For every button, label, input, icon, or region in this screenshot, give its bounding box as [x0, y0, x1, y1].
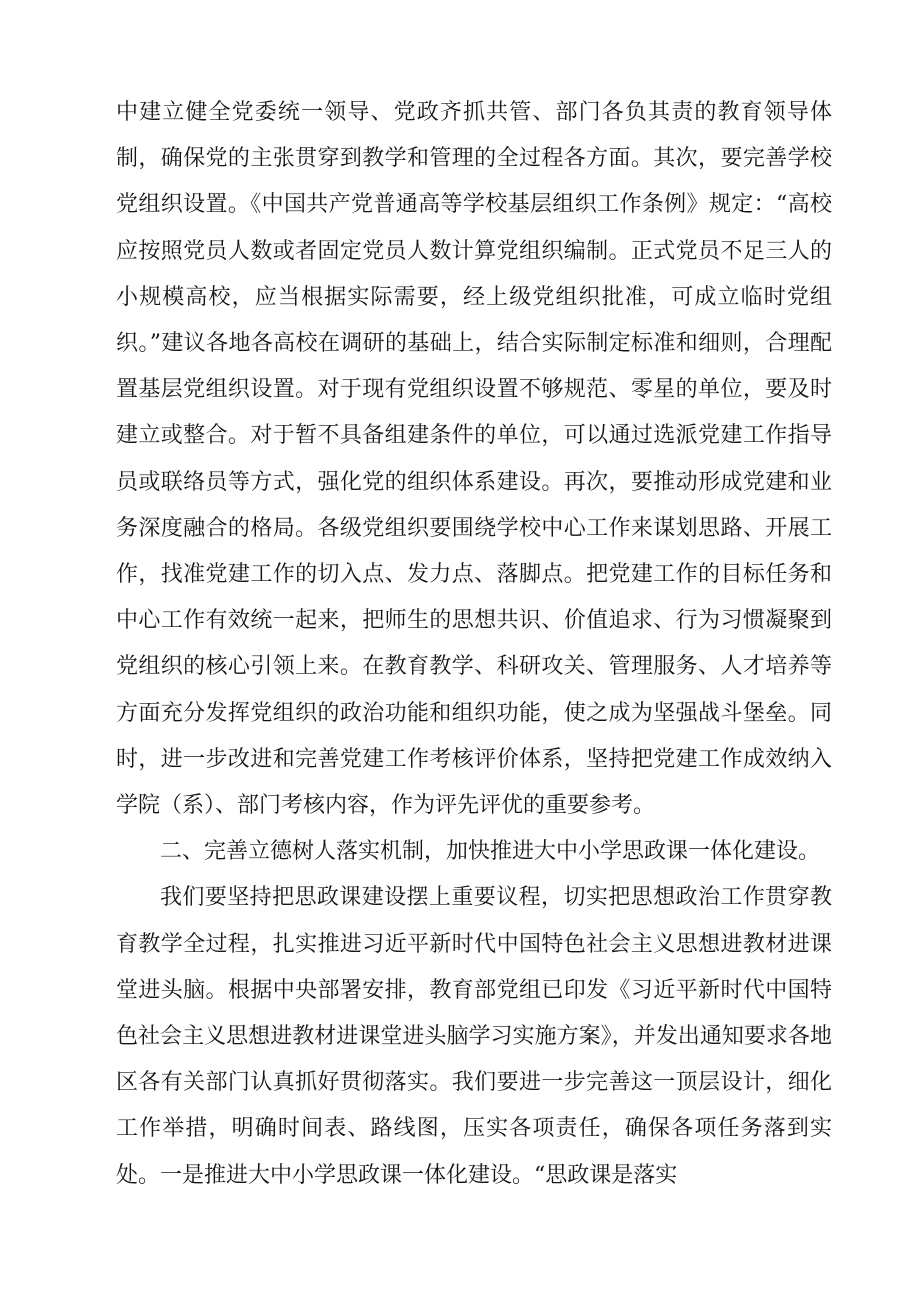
- body-paragraph: 我们要坚持把思政课建设摆上重要议程，切实把思想政治工作贯穿教育教学全过程，扎实推进习近平新时代中国特色社会主义思想进教材进课堂进头脑。根据中央部署安排，教育部党组已印发《习近平新时代中国特色社会主义思想进教材进课堂进头脑学习实施方案》，并发出通知要求各地区各有关部门认真抓好贯彻落实。我们要进一步完善这一顶层设计，细化工作举措，明确时间表、路线图，压实各项责任，确保各项任务落到实处。一是推进大中小学思政课一体化建设。“思政课是落实: [116, 885, 832, 1188]
- section-heading-two: 二、完善立德树人落实机制，加快推进大中小学思政课一体化建设。: [160, 839, 821, 865]
- body-paragraph-continued: 中建立健全党委统一领导、党政齐抓共管、部门各负其责的教育领导体制，确保党的主张贯穿到教学和管理的全过程各方面。其次，要完善学校党组织设置。《中国共产党普通高等学校基层组织工作条例》规定：“高校应按照党员人数或者固定党员人数计算党组织编制。正式党员不足三人的小规模高校，应当根据实际需要，经上级党组织批准，可成立临时党组织。”建议各地各高校在调研的基础上，结合实际制定标准和细则，合理配置基层党组织设置。对于现有党组织设置不够规范、零星的单位，要及时建立或整合。对于暂不具备组建条件的单位，可以通过选派党建工作指导员或联络员等方式，强化党的组织体系建设。再次，要推动形成党建和业务深度融合的格局。各级党组织要围绕学校中心工作来谋划思路、开展工作，找准党建工作的切入点、发力点、落脚点。把党建工作的目标任务和中心工作有效统一起来，把师生的思想共识、价值追求、行为习惯凝聚到党组织的核心引领上来。在教育教学、科研攻关、管理服务、人才培养等方面充分发挥党组织的政治功能和组织功能，使之成为坚强战斗堡垒。同时，进一步改进和完善党建工作考核评价体系，坚持把党建工作成效纳入学院（系）、部门考核内容，作为评先评优的重要参考。: [116, 100, 832, 819]
- document-page: [116, 90, 832, 1199]
